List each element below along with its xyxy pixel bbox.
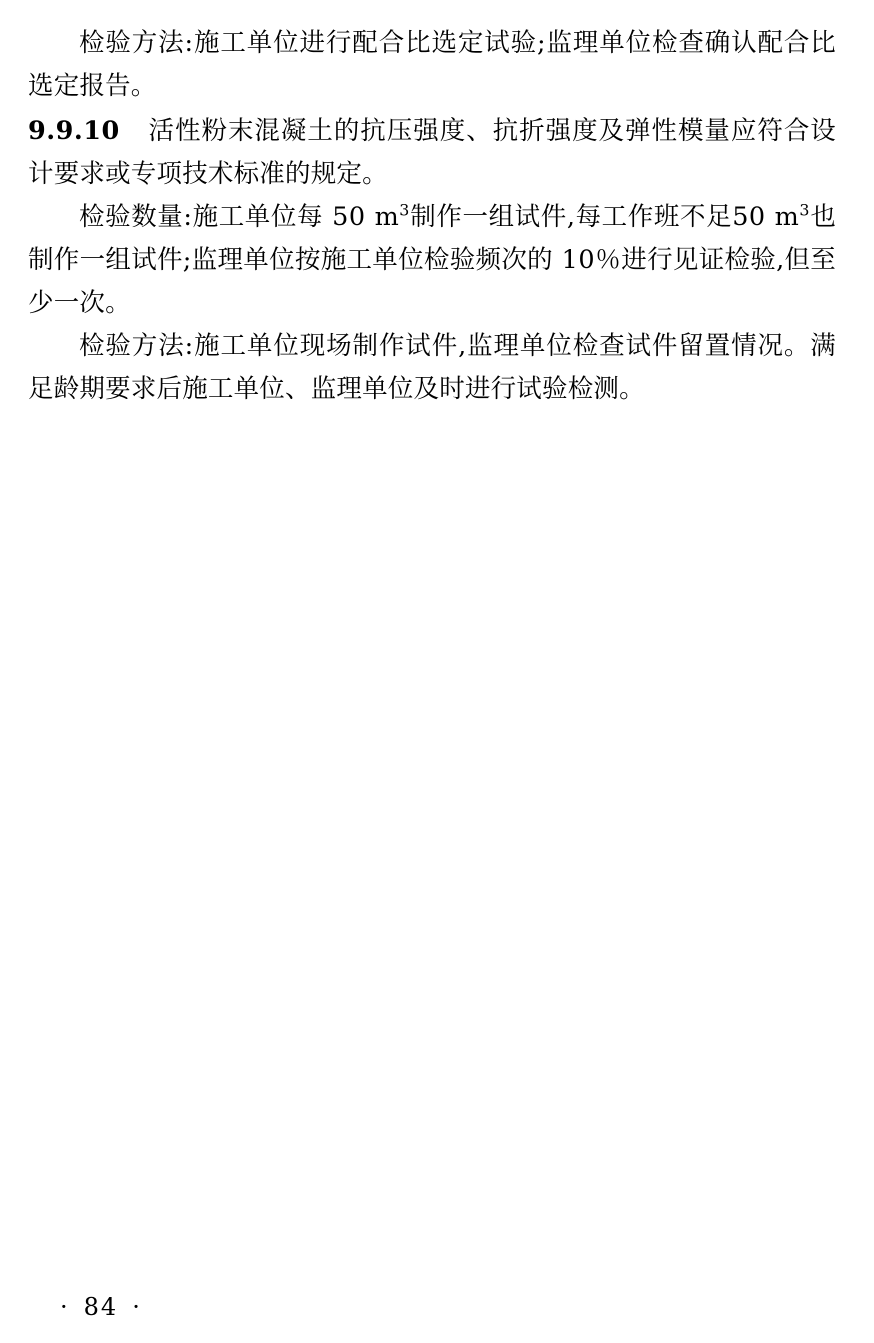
paragraph-inspection-method-2: 检验方法:施工单位现场制作试件,监理单位检查试件留置情况。满足龄期要求后施工单位、监理单位及时进行试验检测。 [28,331,836,404]
volume-unit-1-exponent: 3 [399,200,410,220]
inspection-qty-mid-2: 也制作一组试件;监理单位按施工单位检验频次的 [28,202,837,275]
volume-unit-1: m [374,202,400,232]
clause-text: 活性粉末混凝土的抗压强度、抗折强度及弹性模量应符合设计要求或专项技术标准的规定。 [28,116,836,189]
inspection-qty-lead: 检验数量:施工单位每 [79,202,324,232]
volume-number-1: 50 [332,202,366,232]
inspection-qty-tail: 进行见证检验,但至少一次。 [28,245,837,318]
page-body [28,22,836,411]
footer-right-dot: · [132,1293,142,1321]
page-footer [0,1293,874,1321]
paragraph-inspection-method-1: 检验方法:施工单位进行配合比选定试验;监理单位检查确认配合比选定报告。 [28,28,836,101]
volume-value-1 [323,202,410,232]
volume-number-2: 50 [732,202,766,232]
inspection-qty-mid-1: 制作一组试件,每工作班不足 [409,202,733,232]
footer-left-dot: · [60,1293,70,1321]
volume-unit-2-exponent: 3 [799,200,810,220]
percentage-number: 10％ [561,245,622,275]
percentage-value [553,245,621,275]
clause-number: 9.9.10 [28,116,120,146]
paragraph-inspection-quantity [28,196,836,325]
page-number: 84 [83,1293,119,1321]
volume-value-2 [732,202,810,232]
clause-9-9-10 [28,110,836,196]
volume-unit-2: m [774,202,800,232]
